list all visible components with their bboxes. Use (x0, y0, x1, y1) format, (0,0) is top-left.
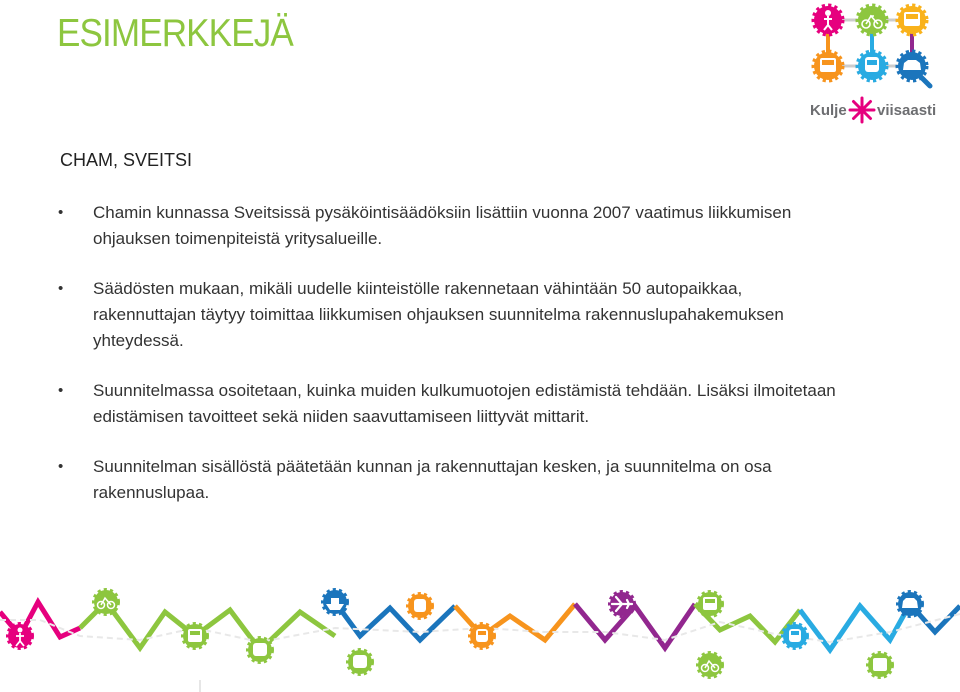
bus-icon (698, 592, 722, 616)
logo-word-left: Kulje (810, 102, 847, 119)
bicycle-icon (94, 590, 118, 614)
bus-icon (868, 653, 892, 677)
bicycle-icon (698, 653, 722, 677)
pedestrian-icon (814, 6, 842, 34)
car-icon (898, 592, 922, 616)
logo-word-right: viisaasti (877, 102, 937, 119)
bus-icon (898, 6, 926, 34)
bicycle-icon (858, 6, 886, 34)
train-icon (858, 52, 886, 80)
bullet-list (58, 200, 838, 530)
slide-subtitle: CHAM, SVEITSI (60, 150, 193, 170)
train-icon (408, 594, 432, 618)
kulje-viisaasti-logo (800, 0, 960, 130)
slide-title: ESIMERKKEJÄ (57, 12, 293, 55)
pedestrian-icon (8, 624, 32, 648)
airplane-icon (610, 592, 634, 616)
car-icon (898, 52, 926, 80)
tram-icon (248, 638, 272, 662)
snowflake-icon (850, 98, 874, 122)
bullet-item: • Säädösten mukaan, mikäli uudelle kiinteistölle rakennetaan vähintään 50 autopaikkaa, rakennuttajan täytyy toimittaa liikkumisen ohjauksen suunnitelma rakennuslupahakemuksen yhteydessä. (58, 276, 838, 354)
train-icon (470, 624, 494, 648)
bus-icon (814, 52, 842, 80)
bullet-item: • Suunnitelmassa osoitetaan, kuinka muiden kulkumuotojen edistämistä tehdään. Lisäksi ilmoitetaan edistämisen tavoitteet sekä niiden saavuttamiseen liittyvät mittarit. (58, 378, 838, 430)
tram-icon (348, 650, 372, 674)
transit-route-decoration (0, 570, 960, 692)
train-icon (783, 624, 807, 648)
ship-icon (323, 590, 347, 614)
bus-icon (183, 624, 207, 648)
bullet-item: • Suunnitelman sisällöstä päätetään kunnan ja rakennuttajan kesken, ja suunnitelma on osa rakennuslupaa. (58, 454, 838, 506)
bullet-item: • Chamin kunnassa Sveitsissä pysäköintisäädöksiin lisättiin vuonna 2007 vaatimus liikkumisen ohjauksen toimenpiteistä yritysalueille. (58, 200, 838, 252)
